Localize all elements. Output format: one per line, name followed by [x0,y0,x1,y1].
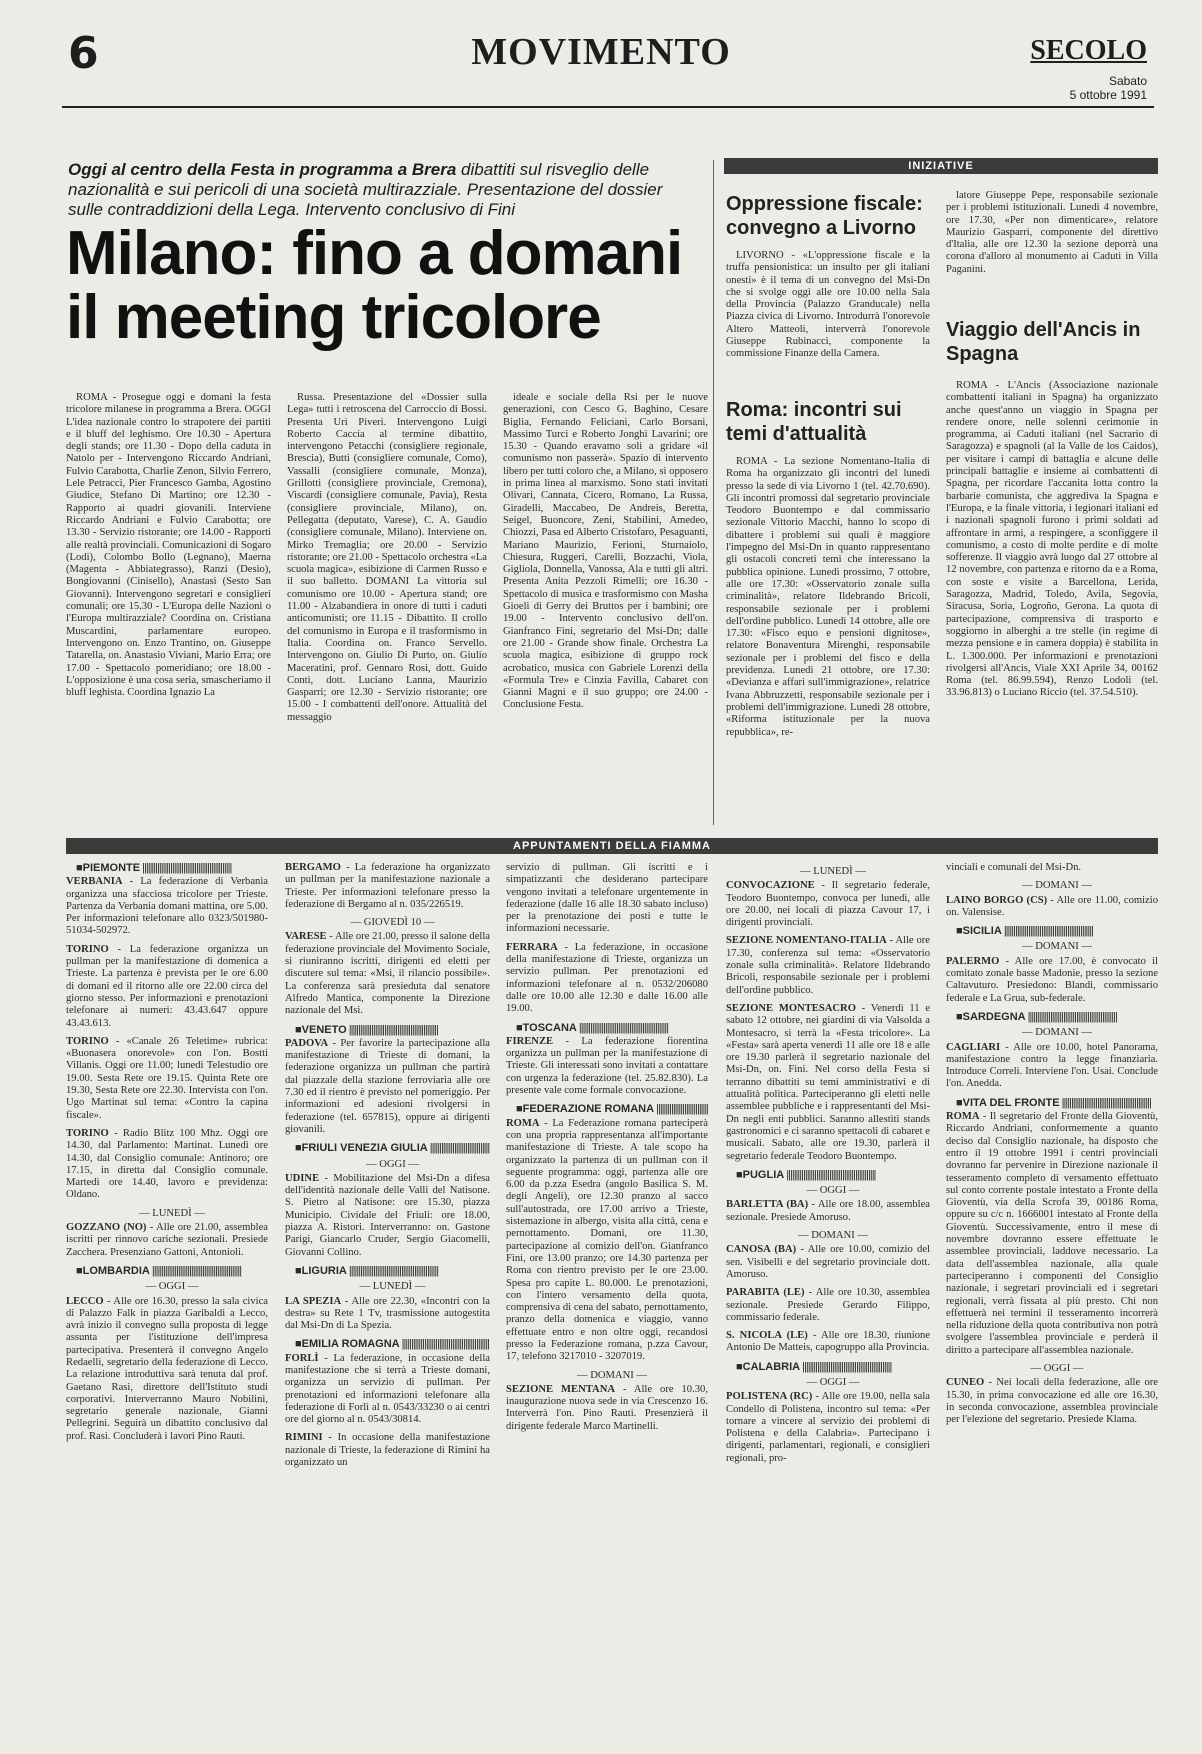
appointment-text: vinciali e comunali del Msi-Dn. [946,862,1082,873]
appointment-entry [66,944,268,1030]
entry-text: - Per favorire la partecipazione alla manifestazione di Trieste di domani, la federazione organizza un pullman che partirà dal piazzale della stazione ferroviaria alle ore 7.30 ed il rientro è previsto nel pomeriggio. Per informazioni ed adesioni rivolgersi in federazione (tel. 657815), oppure ai dirigenti giovanili. [285,1037,490,1135]
appointment-entry [726,1330,930,1355]
article-body-roma: ROMA - La sezione Nomentano-Italia di Roma ha organizzato gli incontri del lunedì presso la sede di via Livorno 1 (tel. 42.70.690). Gli incontri promossi dal segretario provinciale Teodoro Buontempo e dal commissario sezionale Vittorio Macchi, hanno lo scopo di dibattere i problemi sui quali è maggiore l'impegno del Msi-Dn in quanto rappresentano gli ostacoli concreti temi che interessano la pubblica opinione. Lunedì prossimo, 7 ottobre, alle ore 17.30: «Osservatorio zonale sulla criminalità», relatore Ildebrando Bricoli, responsabile sezionale per i problemi dell'ordine pubblico. Lunedì 14 ottobre, alle ore 17.30: «Fisco equo e pensioni dignitose», relatore Bonaventura Mirenghi, responsabile sezionale per i problemi del fisco e della previdenza. Lunedì 21 ottobre, ore 17.30: «Devianza e affari sull'immigrazione», relatrice Ivana Abbruzzetti, responsabile sezionale per i problemi dell'immigrazione. Lunedì 28 ottobre, «Riforma istituzionale per la nuova repubblica», re- [726,456,930,738]
appointment-entry [506,1118,708,1364]
appointment-entry [726,1244,930,1281]
appointment-entry [726,935,930,996]
region-heading: ■SICILIA |||||||||||||||||||||||||||||||||||||||||||||||| [946,925,1158,937]
kicker-rest: dibattiti sul risveglio delle nazionalità e sui pericoli di una società multirazziale. Presentazione del dossier sulle contraddizioni della Lega. Intervento conclusivo di Fini [68,160,663,219]
entry-text: - Mobilitazione del Msi-Dn a difesa dell'identità nazionale delle Valli del Natisone. S. Pietro al Natisone: ore 15.30, piazza Municipio. Cividale del Friuli: ore 18.00, piazza A. Ristori. Interverranno: on. Gastone Parigi, Giancarlo Cruder, Sergio Giacomelli, Giovanni Collino. [285,1172,490,1258]
entry-place: BERGAMO [285,862,341,873]
region-heading: ■EMILIA ROMAGNA |||||||||||||||||||||||||||||||||||||||||||||||| [285,1338,490,1350]
entry-place: VERBANIA [66,876,123,888]
entry-text: - Alle ore 11.00, comizio on. Valensise. [946,894,1158,918]
appointment-entry [285,1432,490,1469]
entry-place: GOZZANO (NO) [66,1222,147,1234]
day-heading: — DOMANI — [576,1369,648,1381]
entry-place: TORINO [66,1035,109,1047]
entry-place: CAGLIARI [946,1041,1001,1053]
iniziative-divider [713,160,714,825]
appointment-entry [285,862,490,911]
appointment-entry [946,1111,1158,1357]
day-heading: — OGGI — [806,1185,860,1197]
entry-place: FORLÌ [285,1352,319,1364]
kicker-bold: Oggi al centro della Festa in programma a Brera [68,160,457,179]
entry-text: - La Federazione romana parteciperà con una propria rappresentanza all'importante manifestazione di Trieste. A tale scopo ha organizzato la partenza di un pullman con il seguente programma: oggi, partenza alle ore 6.00 da p.zza Esedra (angolo Basilica S. M. degli Angeli), ore 12.30 pranzo al sacco sull'autostrada, ore 17.00 arrivo a Trieste, sistemazione in albergo, visita alla città, cena e pernottamento. Domani, ore 11.30, partecipazione al comizio dell'on. Gianfranco Fini, ore 13.00 pranzo; ore 14.30 partenza per Roma con rientro previsto per le ore 23.00. Spesa pro capite L. 80.000. Le prenotazioni, con l'intero versamento della quota, comprensiva di cena del sabato, pernottamento, pranzo della domenica e viaggio, vanno effettuate entro e non oltre oggi, recandosi presso la Federazione romana, p.zza Cavour, 17, telefono 3217010 - 3207019. [506,1117,708,1363]
appuntamenti-bar: APPUNTAMENTI DELLA FIAMMA [66,838,1158,854]
headline-line-2: il meeting tricolore [66,283,601,352]
entry-text: - «Canale 26 Teletime» rubrica: «Buonasera onorevole» con l'on. Bostti Villanis. Oggi ore 11.00; lunedì Telestudio ore 19.00. Sesta Rete ore 19.15. Quinta Rete ore 19.30, Sesta Rete ore 22.30. Intervista con l'on. Ugo Martinat sul tema: «Contro la capina fiscale». [66,1035,268,1121]
region-heading: ■LIGURIA |||||||||||||||||||||||||||||||||||||||||||||||| [285,1265,490,1277]
appointment-entry [946,895,1158,920]
region-heading: ■TOSCANA |||||||||||||||||||||||||||||||||||||||||||||||| [506,1022,708,1034]
entry-text: - Alle ore 18.30, riunione Antonio De Matteis, capogruppo alla Provincia. [726,1330,930,1354]
appointment-entry [66,1296,268,1444]
entry-text: - Il segretario del Fronte della Gioventù, Riccardo Andriani, conformemente a quanto deciso dal Consiglio nazionale, ha disposto che entro il 19 ottobre 1991 i centri provinciali dovranno far pervenire in Direzione nazionale il tesseramento completo di versamento effettuato sul conto corrente postale intestato a Fronte della Gioventù, via della Scrofa 39, 00186 Roma, oppure su c/c n. 1666001 intestato al Fronte della Gioventù. Successivamente, entro il mese di novembre dovranno essere effettuate le assemblee provinciali, laddove necessario. La data dell'assemblea nazionale, alla quale parteciperanno i componenti del Consiglio nazionale, i segretari provinciali ed i segretari regionali, verrà fissata al più presto. Chi non effettuerà nei termini il tesseramento incorrerà nella riduzione della quota contributiva non potrà svolgere l'assemblea provinciale e perderà il diritto a partecipare all'assemblea nazionale. [946,1111,1158,1356]
day-heading: — OGGI — [145,1281,199,1293]
entry-text: - Alle ore 22.30, «Incontri con la destra» su Rete 1 Tv, trasmissione autogestita dal Msi-Dn di La Spezia. [285,1295,490,1332]
day-heading: — OGGI — [806,1376,860,1388]
day-heading: — LUNEDÌ — [139,1207,205,1219]
appointment-entry [66,1222,268,1259]
appointment-entry [506,1384,708,1433]
region-heading: ■FEDERAZIONE ROMANA |||||||||||||||||||||||||||||||||||||||||||||||| [506,1103,708,1115]
entry-text: - Nei locali della federazione, alle ore 15.30, in prima convocazione ed alle ore 16.30, in seconda convocazione, assemblea provinciale per l'elezione del segretario. Presiede Klama. [946,1377,1158,1426]
entry-place: PALERMO [946,955,1000,967]
entry-text: - La federazione di Verbania organizza una sfacciosa tricolore per Trieste. Partenza da Verbania domani mattina, ore 5.00. Per informazioni telefonare allo 0323/501980-51034-502972. [66,876,268,937]
region-heading: ■SARDEGNA |||||||||||||||||||||||||||||||||||||||||||||||| [946,1011,1158,1023]
header-rule [62,106,1154,108]
article-title-roma: Roma: incontri sui temi d'attualità [726,399,902,445]
appointment-entry [506,1036,708,1097]
day-heading: — GIOVEDÌ 10 — [350,917,435,929]
entry-text: - Alle ore 10.30, inaugurazione nuova sede in via Crescenzo 16. Interverrà l'on. Pino Rauti. Presenzierà il dirigente federale Marco Martinelli. [506,1383,708,1432]
appointment-entry [506,942,708,1016]
article-kicker [68,160,688,220]
headline-line-1: Milano: fino a domani [66,219,683,288]
entry-text: - Venerdì 11 e sabato 12 ottobre, nei giardini di via Valsolda a Montesacro, si terrà la «Festa tricolore». La «Festa» sarà aperta venerdì 11 alle ore 18 e alle ore 19.30 parlerà il segretario nazionale del Msi-Dn, on. Fini. Nel corso della Festa si terranno dibattiti su temi amministrativi e di attualità politica. Parteciperanno gli eletti nelle assemblee pubbliche e i rappresentanti del Msi-Dn negli enti pubblici. Saranno allestiti stands gastronomici e ci saranno spettacoli di cabaret e musicali. Sabato, alle ore 19.30, parlerà il segretario federale Teodoro Buontempo. [726,1002,930,1162]
entry-place: ROMA [946,1111,980,1123]
entry-place: SEZIONE MENTANA [506,1383,615,1395]
entry-text: - Alle ore 21.00, presso il salone della federazione provinciale del Movimento Sociale, si riuniranno iscritti, dirigenti ed eletti per discutere sul tema: «Msi, il rilancio possibile». La conferenza sarà presieduta dal senatore Alfredo Mantica, componente la Direzione nazionale del Msi. [285,931,490,1017]
day-heading: — LUNEDÌ — [800,866,866,877]
entry-place: CANOSA (BA) [726,1244,797,1256]
day-heading: — OGGI — [366,1158,419,1170]
entry-text: - La federazione, in occasione della manifestazione che si terrà a Trieste domani, organizza un servizio di pullman. Per prenotazioni ed informazioni telefonare alla federazione di Forlì al n. 0543/33230 o ai centri ore del giorno al n. 0543/30814. [285,1352,490,1426]
newspaper-logo: SECOLO [1030,35,1147,66]
entry-place: SEZIONE NOMENTANO-ITALIA [726,935,887,947]
appointment-entry [726,1003,930,1163]
entry-place: UDINE [285,1172,320,1184]
entry-text: - Alle ore 17.30, conferenza sul tema: «Osservatorio zonale sulla criminalità». Relatore Ildebrando Bricoli, responsabile sezionale per i problemi dell'ordine pubblico. [726,935,930,996]
appointment-entry [66,876,268,937]
appuntamenti-col-2 [285,862,490,1742]
entry-place: CONVOCAZIONE [726,880,815,892]
article-body-livorno: LIVORNO - «L'oppressione fiscale e la truffa pensionistica: un insulto per gli italiani onesti» è il tema di un convegno del Msi-Dn che si svolge oggi alle ore 10.00 nella Sala della Provincia (Palazzo Granducale) nella Piazza civica di Livorno. Introdurrà l'onorevole Altero Matteoli, interverrà l'onorevole Giuseppe Rubinacci, componente la commissione Finanze della Camera. [726,250,930,360]
entry-place: POLISTENA (RC) [726,1391,813,1403]
appointment-entry [285,1173,490,1259]
issue-day: Sabato [1108,74,1147,88]
region-heading: ■CALABRIA |||||||||||||||||||||||||||||||||||||||||||||||| [726,1361,930,1373]
region-heading: ■PUGLIA |||||||||||||||||||||||||||||||||||||||||||||||| [726,1169,930,1181]
entry-place: TORINO [66,943,109,955]
entry-place: ROMA [506,1117,540,1129]
article-col-3: ideale e sociale della Rsi per le nuove generazioni, con Cesco G. Baghino, Cesare Biglia, Fernando Feliciani, Carlo Borsani, Massimo Turci e Roberto Jonghi Lavarini; ore 15.30 - Quando eravamo soli a gridare «il comunismo non passerà». Spazio di intervento libero per tutti coloro che, a Milano, si opposero in prima linea al marxismo. Sono stati invitati Olivari, Cannata, Cicero, Romano, La Russa, Giradelli, Maccabeo, De Andreis, Beretta, Seigel, Buoncore, Zeni, Stabilini, Amedeo, Chiozzi, Pasa ed Alberto Cristofaro, Pesaguanti, Mariano Maurizio, Ferioni, Sturnaiolo, Chiesura, Ruggeri, Carelli, Bozzachi, Viola, Gigliola, Donnella, Vanossa, Ala e tutti gli altri. Presenta Anita Pezzoli Rimelli; ore 16.30 - Spettacolo di musica e trasformismo con Masha Gioeli di Gerry dei Bruttos per i bambini; ore 19.00 - Intervento conclusivo dell'on. Gianfranco Fini, segretario del Msi-Dn; dalle ore 21.00 - Grande show finale. Orchestra La scuola magica, esibizione di gruppo rock acrobatico, musica con Gabriele Lorenzi della «Formula Tre» e Cinzia Favilla, Cabaret con Gianni Magni e il suo gruppo; ore 24.00 - Conclusione Festa. [503,392,708,711]
entry-text: - In occasione della manifestazione nazionale di Trieste, la federazione di Rimini ha organizzato un [285,1432,490,1469]
entry-text: - La federazione fiorentina organizza un pullman per la manifestazione di Trieste. Gli interessati sono invitati a contattare con urgenza la federazione (tel. 25.82.830). La presente vale come formale convocazione. [506,1035,708,1097]
page-number: 6 [68,28,99,79]
day-heading: — DOMANI — [1021,941,1093,953]
region-heading: ■LOMBARDIA |||||||||||||||||||||||||||||||||||||||||||||||| [66,1265,268,1277]
entry-place: S. NICOLA (LE) [726,1330,808,1342]
entry-place: FERRARA [506,941,558,953]
appointment-entry [285,931,490,1017]
entry-place: LA SPEZIA [285,1295,342,1307]
entry-text: - Alle ore 10.00, hotel Panorama, manifestazione contro la legge finanziaria. Introduce Correli. Interviene l'on. Usai. Conclude l'on. Anedda. [946,1041,1158,1090]
appointment-entry [285,1353,490,1427]
region-heading: ■FRIULI VENEZIA GIULIA |||||||||||||||||||||||||||||||||||||||||||||||| [285,1142,490,1154]
appuntamenti-col-3 [506,862,708,1742]
entry-text: - Alle ore 19.00, nella sala Condello di Polistena, incontro sul tema: «Per tornare a vincere al servizio dei problemi di Polistena e della Calabria». Partecipano i dirigenti, parlamentari, regionali, e consiglieri regionali, pro- [726,1391,930,1464]
entry-text: - Alle ore 21.00, assemblea iscritti per rinnovo cariche sezionali. Presiede Zacchera. Presenziano Gattoni, Antonioli. [66,1222,268,1258]
appointment-entry [66,1036,268,1122]
entry-place: PADOVA [285,1037,329,1049]
entry-place: LAINO BORGO (CS) [946,894,1048,906]
article-body-ancis: ROMA - L'Ancis (Associazione nazionale combattenti italiani in Spagna) ha organizzato anche quest'anno un viaggio in Spagna per rendere onore, nelle solenni cerimonie in programma, ai Caduti italiani (nel Sacrario di Saragozza) e spagnoli (al la Valle de los Caidos), per visitare i campi di battaglia e alcune delle principali battaglie e insieme ai combattenti di Spagna, per ricordare l'accanita lotta contro la barbarie comunista, che aggrediva la Spagna e l'Europa, e la finale vittoria, i legionari italiani ed i nazionali spagnoli furono i primi soldati ad affrontare in armi, a respingere, a sconfiggere il comunismo, a costo di molte perdite e di molte sofferenze. Il viaggio avrà luogo dal 27 ottobre al 12 novembre, con partenza e ritorno da e a Roma, con soste e visite a Barcellona, Lerida, Saragozza, Madrid, Toledo, Avila, Segovia, Siracusa, Soria, Logroño, Gerona. La quota di partecipazione, comprensiva di trasporto e soggiorno in alberghi a tre stelle (in regime di mezza pensione e in camera doppia) è stabilita in L. 1.300.000. Per informazioni e prenotazioni rivolgersi all'Ancis, Viale XXI Aprile 34, 00162 Roma (tel. 86.99.594), Renzo Lodoli (tel. 33.96.813) o Luciano Riccio (tel. 37.54.510). [946,380,1158,699]
day-heading: — DOMANI — [1021,1027,1093,1039]
appointment-entry [946,1042,1158,1091]
entry-place: SEZIONE MONTESACRO [726,1002,856,1014]
region-heading: ■PIEMONTE |||||||||||||||||||||||||||||||||||||||||||||||| [66,862,268,874]
article-title-ancis: Viaggio dell'Ancis in Spagna [946,319,1141,365]
region-heading: ■VENETO |||||||||||||||||||||||||||||||||||||||||||||||| [285,1024,490,1036]
entry-place: RIMINI [285,1432,323,1444]
entry-text: - Alle ore 10.00, comizio del sen. Visibelli e del segretario provinciale dott. Amoruso. [726,1244,930,1280]
appointment-entry [66,1128,268,1202]
entry-text: - Radio Blitz 100 Mhz. Oggi ore 14.30, dal Parlamento: Martinat. Lunedì ore 14.30, dal Consiglio comunale: Antinoro; ore 17.15, in diretta dal Consiglio comunale. Martedì ore 14.40, lavoro e previdenza: Oldano. [66,1127,268,1201]
entry-text: - Alle ore 16.30, presso la sala civica di Palazzo Falk in piazza Garibaldi a Lecco, avrà inizio il convegno sulla proposta di legge assunta per l'istituzione dell'impresa partecipativa. Presenterà il convegno Angelo Redaelli, segretario della federazione di Lecco. La relazione introduttiva sarà tenuta dal prof. Gaetano Rasi, direttore dell'Istituto studi corporativi. Interverranno Mauro Nobilini, segretario generale nazionale, Gianni Pellegrini. Seguirà un dibattito conclusivo dal prof. Rasi. Concluderà i lavori Pino Rauti. [66,1295,268,1442]
appointment-entry [946,956,1158,1005]
appuntamenti-col-4 [726,862,930,1742]
appointment-entry [726,880,930,929]
day-heading: — DOMANI — [797,1230,869,1242]
headline [66,219,696,352]
entry-place: VARESE [285,931,327,943]
entry-place: FIRENZE [506,1035,554,1047]
issue-date: 5 ottobre 1991 [1069,88,1147,102]
article-col-1: ROMA - Prosegue oggi e domani la festa tricolore milanese in programma a Brera. OGGI L'idea nazionale contro lo strapotere dei partiti e il bluff del leghismo. Ore 10.30 - Apertura degli stands; ore 11.30 - Dopo della caduta in Natolo per - Intervengono Riccardo Andriani, Fulvio Carabotta, Charlie Zenon, Silvio Ferrero, Lele Petracci, Pier Francesco Gamba, Agostino Giudice, Stefano Di Martino; ore 12.30 - Rapporto ai quadri giovanili. Interviene Riccardo Andriani e Fulvio Carabotta; ore 13.30 - Servizio ristorante; ore 14.00 - Rapporti alle realtà provinciali. Comunicazioni di Sogaro (Lodi), Colombo Bollo (Legnano), Maerna (Magenta - Abbiategrasso), Ranzi (Desio), Bongiovanni (Cinisello), Anastasi (Sesto San Giovanni). Intervengono segretari e consiglieri comunali; ore 15.30 - L'Europa delle Nazioni o l'Europa multirazziale? Coordina on. Cristiana Muscardini, parlamentare europeo. Intervengono on. Enzo Trantino, on. Giuseppe Tatarella, on. Anastasio Viviani, Mario Erra; ore 17.00 - Spettacolo pomeridiano; ore 18.00 - L'opposizione è una cosa seria, smascheriamo il bluff leghista. Coordina Ignazio La [66,392,271,699]
entry-place: CUNEO [946,1377,985,1389]
appuntamenti-col-5 [946,862,1158,1742]
appointment-entry [946,1377,1158,1426]
entry-text: - Alle ore 18.00, assemblea sezionale. Presiede Amoruso. [726,1199,930,1223]
entry-text: - La federazione organizza un pullman per la manifestazione di domenica a Trieste. La partenza è prevista per le ore 6.00 di domani ed il ritorno alle ore 22.00 circa del giorno stesso. Per informazioni e prenotazioni telefonare ai numeri: 43.43.647 oppure 43.43.613. [66,943,268,1029]
appointment-entry [726,1287,930,1324]
appointment-text: servizio di pullman. Gli iscritti e i simpatizzanti che desiderano partecipare vengono invitati a telefonare urgentemente in federazione (dalle 16 alle 18.30 sabato incluso) per la prenotazione dei posti e tutte le informazioni necessarie. [506,862,708,935]
appointment-entry [726,1391,930,1465]
section-title: MOVIMENTO [471,31,731,73]
day-heading: — DOMANI — [1021,880,1093,892]
entry-place: TORINO [66,1127,109,1139]
entry-text: - La federazione ha organizzato un pullman per la manifestazione nazionale a Trieste. Per informazioni telefonare presso la federazione di Bergamo al n. 035/226519. [285,862,490,910]
article-col-2: Russa. Presentazione del «Dossier sulla Lega» tutti i retroscena del Carroccio di Bossi. Presenta Uri Piveri. Intervengono Luigi Roberto Caccia al termine dibattito, intervengono Petacchi (consigliere regionale, Brescia), Butti (consigliere comunale, Como), Vassalli (consigliere comunale, Monza), Grillotti (consigliere provinciale, Cremona), Viscardi (consigliere comunale, Pavia), Resta (consigliere provinciale, Milano), on. Pellegatta (deputato, Varese), C. A. Gaudio (consigliere comunale, Milano). Interviene on. Mirko Tremaglia; ore 20.00 - Servizio ristorante; ore 21.00 - Spettacolo orchestra «La scuola magica», esibizione di Carmen Russo e il suo balletto. DOMANI La vittoria sul comunismo ore 10.00 - Apertura stand; ore 11.00 - Alzabandiera in onore di tutti i caduti anticomunisti; ore 11.15 - Dibattito. Il crollo del comunismo in Europa e il trasformismo in Italia. Coordina on. Franco Servello. Intervengono on. Giulio Di Purto, on. Giulio Maceratini, prof. Gennaro Rosi, dott. Guido Conti, dott. Luciano Lanna, Maurizio Gasparri; ore 12.30 - Servizio ristorante; ore 15.00 - I combattenti dell'onore. Attualità del messaggio [287,392,487,723]
entry-text: - La federazione, in occasione della manifestazione di Trieste, organizza un servizio pullman. Per prenotazioni ed informazioni telefonare al n. 0532/206080 dalle ore 10.00 alle 12.30 e dalle 16.00 alle 19.00. [506,941,708,1015]
day-heading: — LUNEDÌ — [359,1281,426,1293]
appointment-entry [285,1038,490,1136]
entry-place: BARLETTA (BA) [726,1199,809,1211]
appointment-entry [285,1296,490,1333]
article-lead-pepe: latore Giuseppe Pepe, responsabile sezionale per i problemi istituzionali. Lunedì 4 novembre, ore 17.30, «Per non dimenticare», relatore Maurizio Gasparri, componente del direttivo d'Italia, alle ore 12.30 la sezione deporrà una corona d'alloro al monumento ai Caduti in Villa Paganini. [946,190,1158,275]
article-title-livorno: Oppressione fiscale: convegno a Livorno [726,193,923,239]
appointment-entry [726,1199,930,1224]
day-heading: — OGGI — [1030,1362,1084,1374]
iniziative-bar: INIZIATIVE [724,158,1158,174]
entry-text: - Alle ore 17.00, è convocato il comitato zonale basse Madonie, presso la sezione Caltavuturo. Presiedono: Blandi, commissario federale e La Grua, sub-federale. [946,955,1158,1004]
appuntamenti-col-1 [66,862,268,1742]
entry-text: - Alle ore 10.30, assemblea sezionale. Presiede Gerardo Filippo, commissario federale. [726,1287,930,1323]
region-heading: ■VITA DEL FRONTE |||||||||||||||||||||||||||||||||||||||||||||||| [946,1097,1158,1109]
entry-text: - Il segretario federale, Teodoro Buontempo, convoca per lunedì, alle ore 20.00, nei locali di piazza Cavour 17, i dirigenti provinciali. [726,880,930,929]
entry-place: PARABITA (LE) [726,1287,805,1299]
entry-place: LECCO [66,1295,104,1307]
